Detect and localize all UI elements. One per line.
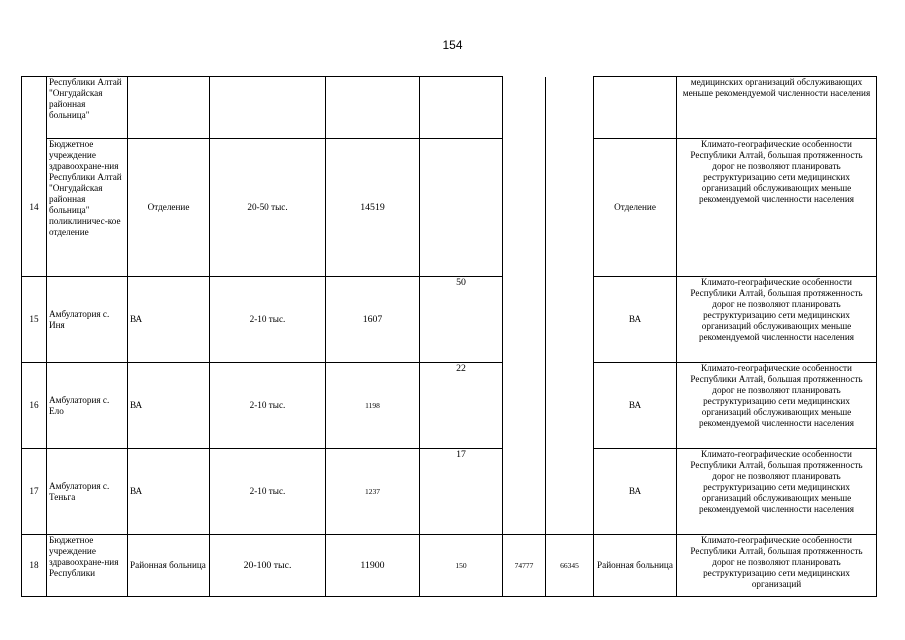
population — [326, 77, 420, 139]
row-number: 16 — [22, 363, 47, 449]
row-number: 15 — [22, 277, 47, 363]
population: 1607 — [326, 277, 420, 363]
value-a — [503, 77, 546, 139]
unit-type-after: ВА — [594, 277, 677, 363]
value-a — [503, 363, 546, 449]
unit-type: ВА — [128, 449, 210, 535]
reason: медицинских организаций обслуживающих меньше рекомендуемой численности населения — [677, 77, 877, 139]
unit-type-after: ВА — [594, 363, 677, 449]
population-range — [210, 77, 326, 139]
population-range: 2-10 тыс. — [210, 363, 326, 449]
organization-name: Республики Алтай "Онгудайская районная больница" — [47, 77, 128, 139]
unit-type-after: Районная больница — [594, 535, 677, 597]
unit-type: ВА — [128, 277, 210, 363]
unit-type: Районная больница — [128, 535, 210, 597]
unit-type — [128, 77, 210, 139]
population: 1198 — [326, 363, 420, 449]
data-table — [21, 76, 877, 597]
capacity: 150 — [420, 535, 503, 597]
unit-type-after — [594, 77, 677, 139]
reason: Климато-географические особенности Республики Алтай, большая протяженность дорог не позволяют планировать реструктуризацию сети медицинских организаций обслуживающих меньше рекомендуемой численности населения — [677, 139, 877, 277]
value-b — [546, 277, 594, 363]
organization-name: Бюджетное учреждение здравоохране-ния Республики Алтай "Онгудайская районная больница" поликлиничес-кое отделение — [47, 139, 128, 277]
reason: Климато-географические особенности Республики Алтай, большая протяженность дорог не позволяют планировать реструктуризацию сети медицинских организаций — [677, 535, 877, 597]
table-row — [22, 277, 877, 363]
unit-type: ВА — [128, 363, 210, 449]
population: 1237 — [326, 449, 420, 535]
capacity — [420, 139, 503, 277]
capacity — [420, 77, 503, 139]
population-range: 2-10 тыс. — [210, 277, 326, 363]
organization-name: Амбулатория с. Теньга — [47, 449, 128, 535]
organization-name: Амбулатория с. Иня — [47, 277, 128, 363]
value-a — [503, 277, 546, 363]
population: 11900 — [326, 535, 420, 597]
row-number: 17 — [22, 449, 47, 535]
value-b — [546, 363, 594, 449]
capacity: 22 — [420, 363, 503, 449]
table-row — [22, 77, 877, 139]
row-number — [22, 77, 47, 139]
page-number: 154 — [442, 38, 463, 52]
population-range: 20-50 тыс. — [210, 139, 326, 277]
row-number: 14 — [22, 139, 47, 277]
table-row — [22, 449, 877, 535]
value-a — [503, 449, 546, 535]
row-number: 18 — [22, 535, 47, 597]
reason: Климато-географические особенности Республики Алтай, большая протяженность дорог не позволяют планировать реструктуризацию сети медицинских организаций обслуживающих меньше рекомендуемой численности населения — [677, 449, 877, 535]
capacity: 50 — [420, 277, 503, 363]
value-a — [503, 139, 546, 277]
value-b — [546, 77, 594, 139]
capacity: 17 — [420, 449, 503, 535]
reason: Климато-географические особенности Республики Алтай, большая протяженность дорог не позволяют планировать реструктуризацию сети медицинских организаций обслуживающих меньше рекомендуемой численности населения — [677, 363, 877, 449]
value-b — [546, 449, 594, 535]
population: 14519 — [326, 139, 420, 277]
population-range: 20-100 тыс. — [210, 535, 326, 597]
value-a: 74777 — [503, 535, 546, 597]
table-row — [22, 535, 877, 597]
value-b: 66345 — [546, 535, 594, 597]
unit-type: Отделение — [128, 139, 210, 277]
organization-name: Амбулатория с. Ело — [47, 363, 128, 449]
reason: Климато-географические особенности Республики Алтай, большая протяженность дорог не позволяют планировать реструктуризацию сети медицинских организаций обслуживающих меньше рекомендуемой численности населения — [677, 277, 877, 363]
organization-name: Бюджетное учреждение здравоохране-ния Республики — [47, 535, 128, 597]
population-range: 2-10 тыс. — [210, 449, 326, 535]
table-row — [22, 139, 877, 277]
unit-type-after: Отделение — [594, 139, 677, 277]
value-b — [546, 139, 594, 277]
unit-type-after: ВА — [594, 449, 677, 535]
table-row — [22, 363, 877, 449]
